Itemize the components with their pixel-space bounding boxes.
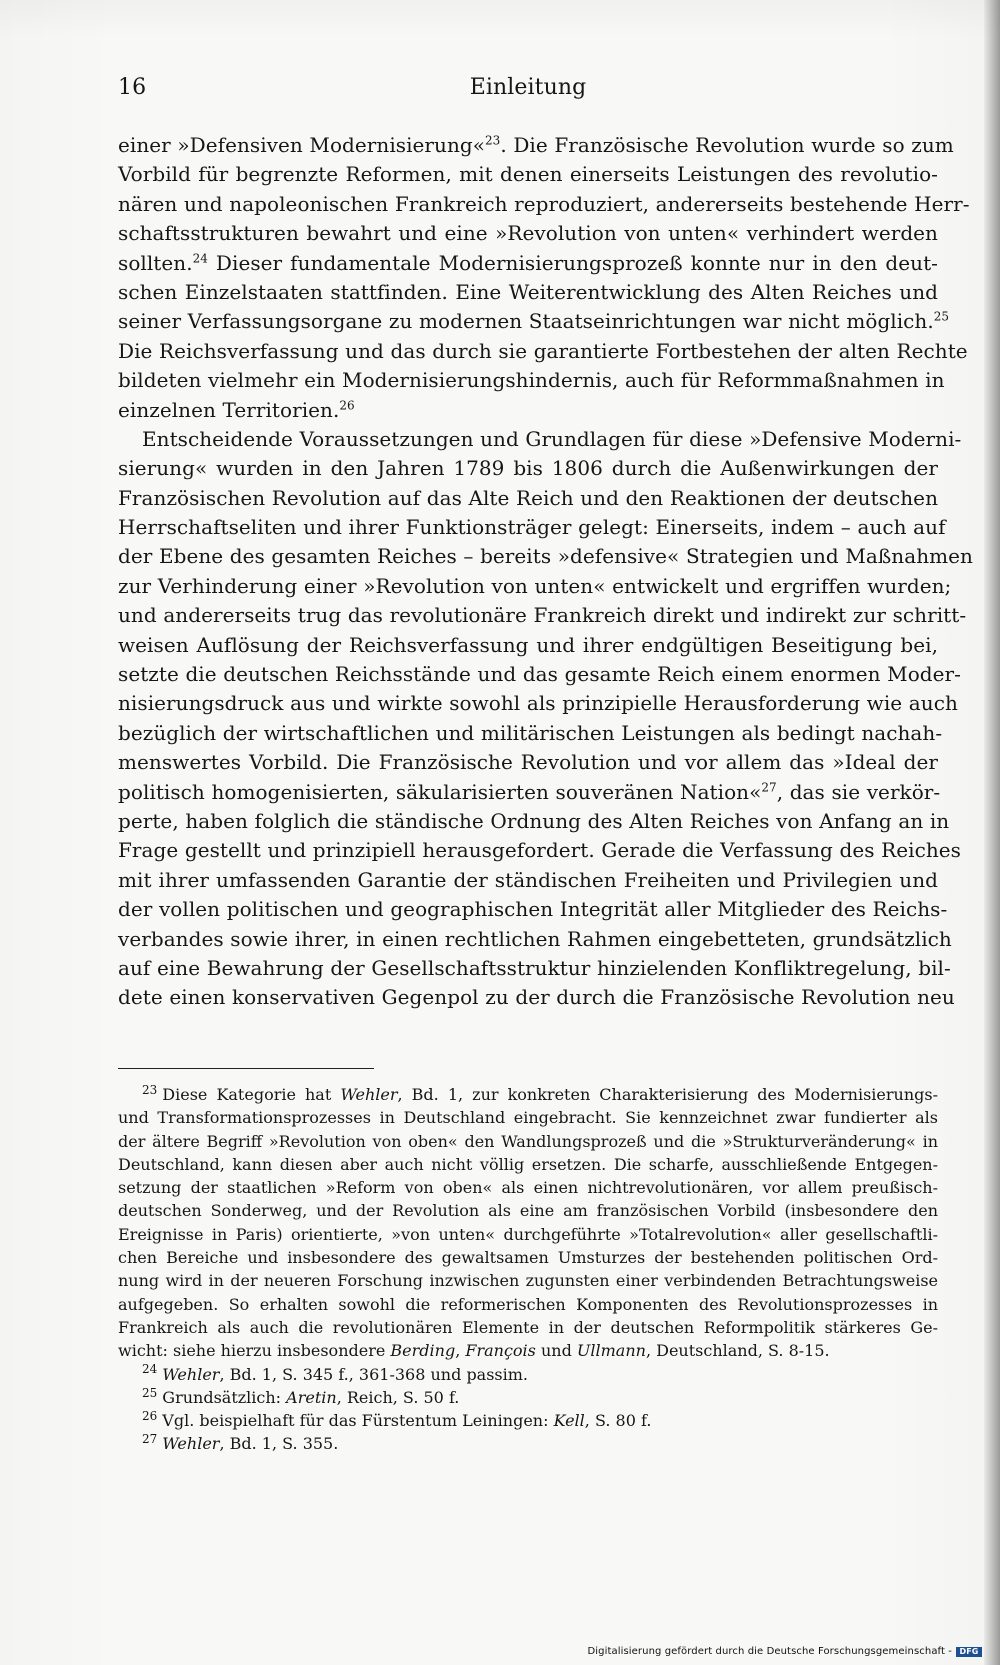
footnote-23-line: nung wird in der neueren Forschung inzwischen zugunsten einer verbindenden Betrachtungsweise <box>118 1271 938 1291</box>
scan-top-shadow <box>0 0 1000 38</box>
text-line: Herrschaftseliten und ihrer Funktionsträger gelegt: Einerseits, indem – auch auf <box>118 515 946 540</box>
text-line: auf eine Bewahrung der Gesellschaftsstruktur hinzielenden Konfliktregelung, bil- <box>118 955 951 980</box>
text-line: der Ebene des gesamten Reiches – bereits »defensive« Strategien und Maßnahmen <box>118 544 973 569</box>
footnote-number: 26 <box>142 1408 158 1423</box>
text-line: seiner Verfassungsorgane zu modernen Staatseinrichtungen war nicht möglich.$^{25}$ <box>118 309 950 334</box>
page-number: 16 <box>118 75 147 100</box>
text-line: Frage gestellt und prinzipiell herausgefordert. Gerade die Verfassung des Reiches <box>118 838 961 863</box>
page-header <box>118 72 938 108</box>
footnote-ref: 24 <box>192 250 208 265</box>
text-line: dete einen konservativen Gegenpol zu der durch die Französische Revolution neu <box>118 985 955 1010</box>
text-line: bildeten vielmehr ein Modernisierungshindernis, auch für Reformmaßnahmen in <box>118 368 945 393</box>
footnote-23-line: der ältere Begriff »Revolution von oben« den Wandlungsprozeß und die »Strukturveränderung« in <box>118 1131 938 1151</box>
footnote-23-line: deutschen Sonderweg, und der Revolution als eine am französischen Vorbild (insbesondere den <box>118 1201 938 1221</box>
text-line: Entscheidende Voraussetzungen und Grundlagen für diese »Defensive Moderni- <box>142 426 962 451</box>
text-line: einer »Defensiven Modernisierung«$^{23}$. Die Französische Revolution wurde so zum <box>118 133 954 157</box>
text-line: sierung« wurden in den Jahren 1789 bis 1806 durch die Außenwirkungen der <box>118 456 938 481</box>
footnote-divider <box>118 1068 374 1069</box>
footnote-number: 24 <box>142 1362 158 1377</box>
footnote-23-line: Ereignisse in Paris) orientierte, »von unten« durchgeführte »Totalrevolution« aller gesellschaftli- <box>118 1224 938 1244</box>
footnote-23-line: Deutschland, kann diesen aber auch nicht völlig ersetzen. Die scharfe, ausschließende Entgegen- <box>118 1154 938 1174</box>
dfg-logo-icon: DFG <box>956 1647 982 1657</box>
text-line: perte, haben folglich die ständische Ordnung des Alten Reiches von Anfang an in <box>118 808 950 833</box>
footnote-23-line: Frankreich als auch die revolutionären Elemente in der deutschen Reformpolitik stärkeres Ge- <box>118 1317 938 1337</box>
text-line: menswertes Vorbild. Die Französische Revolution und vor allem das »Ideal der <box>118 750 938 775</box>
text-line: und andererseits trug das revolutionäre Frankreich direkt und indirekt zur schritt- <box>118 603 967 628</box>
footnote-23-line: wicht: siehe hierzu insbesondere Berding, François und Ullmann, Deutschland, S. 8-15. <box>118 1341 830 1361</box>
footnote-ref: 26 <box>339 397 355 412</box>
text-line: mit ihrer umfassenden Garantie der ständischen Freiheiten und Privilegien und <box>118 867 938 892</box>
text-line: nisierungsdruck aus und wirkte sowohl als prinzipielle Herausforderung wie auch <box>118 691 958 716</box>
text-line: der vollen politischen und geographischen Integrität aller Mitglieder des Reichs- <box>118 897 948 922</box>
footnote-ref: 23 <box>485 133 501 148</box>
footnote-23-line: chen Bereiche und insbesondere des gewaltsamen Umsturzes der bestehenden politischen Ord- <box>118 1248 938 1268</box>
text-line: bezüglich der wirtschaftlichen und militärischen Leistungen als bedingt nachah- <box>118 720 943 745</box>
text-line: nären und napoleonischen Frankreich reproduziert, andererseits bestehende Herr- <box>118 191 970 216</box>
footnotes <box>118 1083 938 1456</box>
text-line: sollten.$^{24}$ Dieser fundamentale Modernisierungsprozeß konnte nur in den deut- <box>118 250 938 275</box>
credit-text: Digitalisierung gefördert durch die Deutsche Forschungsgemeinschaft - <box>587 1646 952 1657</box>
footnote-25: $^{25}$ Grundsätzlich: Aretin, Reich, S. 50 f. <box>142 1385 460 1407</box>
page-edge-shadow <box>984 0 1000 1665</box>
text-line: weisen Auflösung der Reichsverfassung und ihrer endgültigen Beseitigung bei, <box>118 632 938 657</box>
text-line: einzelnen Territorien.$^{26}$ <box>118 397 355 422</box>
text-line: Die Reichsverfassung und das durch sie garantierte Fortbestehen der alten Rechte <box>118 338 968 363</box>
footnote-ref: 27 <box>761 779 777 794</box>
text-line: Französischen Revolution auf das Alte Reich und den Reaktionen der deutschen <box>118 485 938 510</box>
text-line: schaftsstrukturen bewahrt und eine »Revolution von unten« verhindert werden <box>118 221 938 246</box>
footnote-26: $^{26}$ Vgl. beispielhaft für das Fürstentum Leiningen: Kell, S. 80 f. <box>142 1408 652 1431</box>
footnote-number: 27 <box>142 1432 158 1447</box>
text-line: Vorbild für begrenzte Reformen, mit denen einerseits Leistungen des revolutio- <box>118 162 938 187</box>
footnote-24: $^{24}$ Wehler, Bd. 1, S. 345 f., 361-368 und passim. <box>142 1362 529 1384</box>
text-line: schen Einzelstaaten stattfinden. Eine Weiterentwicklung des Alten Reiches und <box>118 279 938 304</box>
digitization-credit <box>587 1646 982 1657</box>
text-line: politisch homogenisierten, säkularisierten souveränen Nation«$^{27}$, das sie verkör- <box>118 779 941 804</box>
text-line: verbandes sowie ihrer, in einen rechtlichen Rahmen eingebetteten, grundsätzlich <box>118 926 952 951</box>
footnote-number: 25 <box>142 1385 158 1400</box>
footnote-27: $^{27}$ Wehler, Bd. 1, S. 355. <box>142 1432 339 1454</box>
footnote-23-line: setzung der staatlichen »Reform von oben« als einen nichtrevolutionären, vor allem preußisch- <box>118 1178 938 1198</box>
footnote-number: 23 <box>142 1082 158 1097</box>
body-text <box>118 131 973 1013</box>
footnote-ref: 25 <box>933 309 950 324</box>
footnote-23-line: und Transformationsprozesses in Deutschland eingebracht. Sie kennzeichnet zwar fundierter als <box>118 1108 938 1128</box>
footnote-23-line: $^{23}$ Diese Kategorie hat Wehler, Bd. 1, zur konkreten Charakterisierung des Modernisierungs- <box>142 1082 939 1104</box>
running-head: Einleitung <box>469 75 587 100</box>
footnote-23-line: aufgegeben. So erhalten sowohl die reformerischen Komponenten des Revolutionsprozesses in <box>118 1294 938 1314</box>
text-line: setzte die deutschen Reichsstände und das gesamte Reich einem enormen Moder- <box>118 662 961 687</box>
text-line: zur Verhinderung einer »Revolution von unten« entwickelt und ergriffen wurden; <box>118 573 952 598</box>
